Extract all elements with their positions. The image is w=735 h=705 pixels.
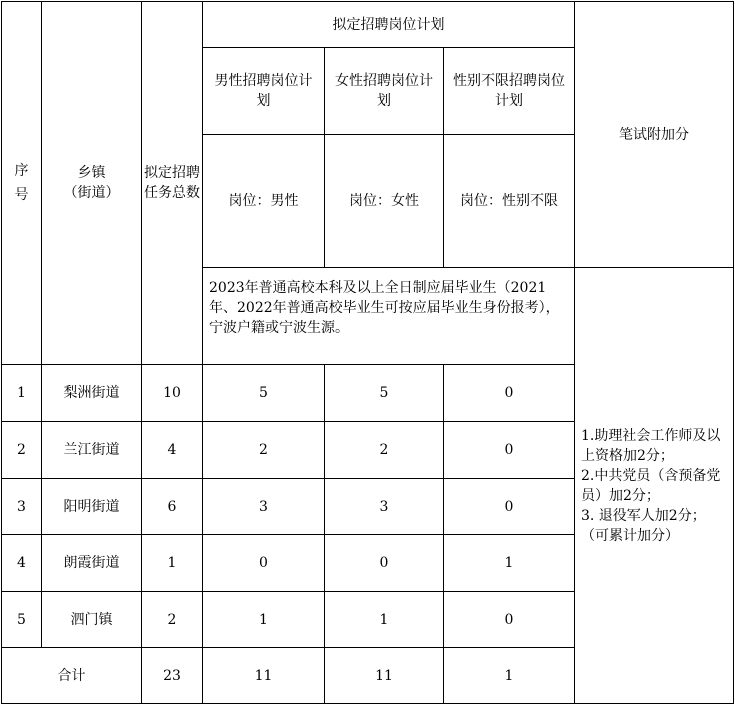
header-plan-text: 拟定招聘岗位计划: [332, 16, 445, 33]
header-female-plan-text: 女性招聘岗位计划: [335, 73, 433, 109]
position-male: [202, 134, 325, 268]
bonus-note-2: 2.中共党员（含预备党员）加2分；: [581, 467, 721, 504]
row-1-any: [443, 364, 575, 422]
row-1-index-text: 1: [17, 385, 26, 401]
row-2-male: [202, 421, 325, 479]
row-3-any-text: 0: [504, 498, 514, 515]
row-3-female: [324, 478, 444, 535]
row-3-male: [202, 478, 325, 535]
sum-female: [324, 647, 444, 704]
row-2-town-text: 兰江街道: [63, 442, 120, 458]
bonus-notes-cell: [574, 267, 734, 704]
row-3-index: [1, 478, 42, 535]
row-2-total-text: 4: [167, 442, 177, 458]
position-male-text: 岗位：男性: [228, 193, 299, 209]
row-5-male-text: 1: [259, 611, 268, 628]
row-3-total: [141, 478, 203, 535]
row-4-any-text: 1: [504, 555, 514, 571]
bonus-note-1: 1.助理社会工作师及以上资格加2分；: [581, 427, 721, 464]
header-female-plan: [324, 47, 444, 135]
row-5-index-text: 5: [17, 611, 26, 628]
row-1-total: [141, 364, 203, 422]
row-1-male: [202, 364, 325, 422]
header-total-text: 拟定招聘任务总数: [144, 165, 200, 201]
recruitment-table: [1, 1, 734, 704]
row-4-index-text: 4: [17, 555, 26, 571]
requirement-text: 2023年普通高校本科及以上全日制应届毕业生（2021年、2022年普通高校毕业生可按应届毕业生身份报考），宁波户籍或宁波生源。: [209, 280, 560, 336]
row-2-any-text: 0: [504, 442, 514, 458]
row-4-town: [41, 534, 142, 592]
header-town: [41, 1, 142, 365]
row-1-any-text: 0: [504, 385, 514, 401]
header-town-text: [64, 163, 120, 203]
sum-label: [1, 647, 142, 704]
header-town-line2: （街道）: [63, 185, 120, 201]
header-any-plan: [443, 47, 575, 135]
row-4-total-text: 1: [167, 555, 177, 571]
sum-male-text: 11: [254, 667, 273, 684]
row-5-male: [202, 591, 325, 648]
row-1-index: [1, 364, 42, 422]
header-total: [141, 1, 203, 365]
position-female-text: 岗位：女性: [349, 193, 419, 209]
row-2-index-text: 2: [17, 442, 26, 458]
row-4-total: [141, 534, 203, 592]
header-male-plan-text: 男性招聘岗位计划: [214, 73, 313, 109]
row-5-town: [41, 591, 142, 648]
row-5-female-text: 1: [379, 611, 389, 628]
header-plan: [202, 1, 575, 48]
row-5-total-text: 2: [167, 611, 177, 628]
row-2-female-text: 2: [379, 442, 389, 458]
row-4-female-text: 0: [379, 555, 389, 571]
sum-female-text: 11: [375, 667, 393, 684]
sum-label-text: 合计: [57, 667, 86, 684]
row-4-male: [202, 534, 325, 592]
header-male-plan: [202, 47, 325, 135]
position-female: [324, 134, 444, 268]
sum-total: [141, 647, 203, 704]
sum-any-text: 1: [504, 667, 514, 684]
row-3-female-text: 3: [379, 498, 389, 515]
row-5-index: [1, 591, 42, 648]
header-bonus-text: 笔试附加分: [619, 126, 689, 143]
header-index: [1, 1, 42, 365]
row-4-female: [324, 534, 444, 592]
header-index-text: 序号: [14, 163, 29, 203]
row-2-male-text: 2: [259, 442, 268, 458]
row-2-female: [324, 421, 444, 479]
row-1-town-text: 梨洲街道: [63, 385, 120, 401]
header-town-line1: 乡镇: [77, 165, 106, 181]
sum-total-text: 23: [163, 667, 181, 684]
row-5-total: [141, 591, 203, 648]
row-4-any: [443, 534, 575, 592]
row-1-female: [324, 364, 444, 422]
row-5-any: [443, 591, 575, 648]
row-3-town: [41, 478, 142, 535]
row-3-total-text: 6: [167, 498, 177, 515]
row-1-male-text: 5: [259, 385, 268, 401]
position-any-text: 岗位：性别不限: [460, 193, 558, 209]
row-3-any: [443, 478, 575, 535]
row-3-male-text: 3: [259, 498, 268, 515]
row-2-total: [141, 421, 203, 479]
row-1-female-text: 5: [379, 385, 389, 401]
row-3-town-text: 阳明街道: [63, 498, 120, 515]
bonus-note-4: （可累计加分）: [581, 527, 679, 544]
row-1-total-text: 10: [163, 385, 181, 401]
header-bonus: [574, 1, 734, 268]
position-any: [443, 134, 575, 268]
row-4-index: [1, 534, 42, 592]
bonus-note-3: 3. 退役军人加2分；: [581, 507, 706, 524]
header-any-plan-text: 性别不限招聘岗位计划: [453, 73, 565, 109]
requirement-cell: [202, 267, 575, 365]
row-3-index-text: 3: [17, 498, 26, 515]
row-2-index: [1, 421, 42, 479]
bonus-notes: [581, 426, 727, 546]
row-4-male-text: 0: [259, 555, 268, 571]
row-1-town: [41, 364, 142, 422]
row-5-town-text: 泗门镇: [70, 611, 113, 628]
row-2-town: [41, 421, 142, 479]
sum-male: [202, 647, 325, 704]
sum-any: [443, 647, 575, 704]
row-4-town-text: 朗霞街道: [63, 555, 120, 571]
row-5-female: [324, 591, 444, 648]
row-2-any: [443, 421, 575, 479]
row-5-any-text: 0: [504, 611, 514, 628]
